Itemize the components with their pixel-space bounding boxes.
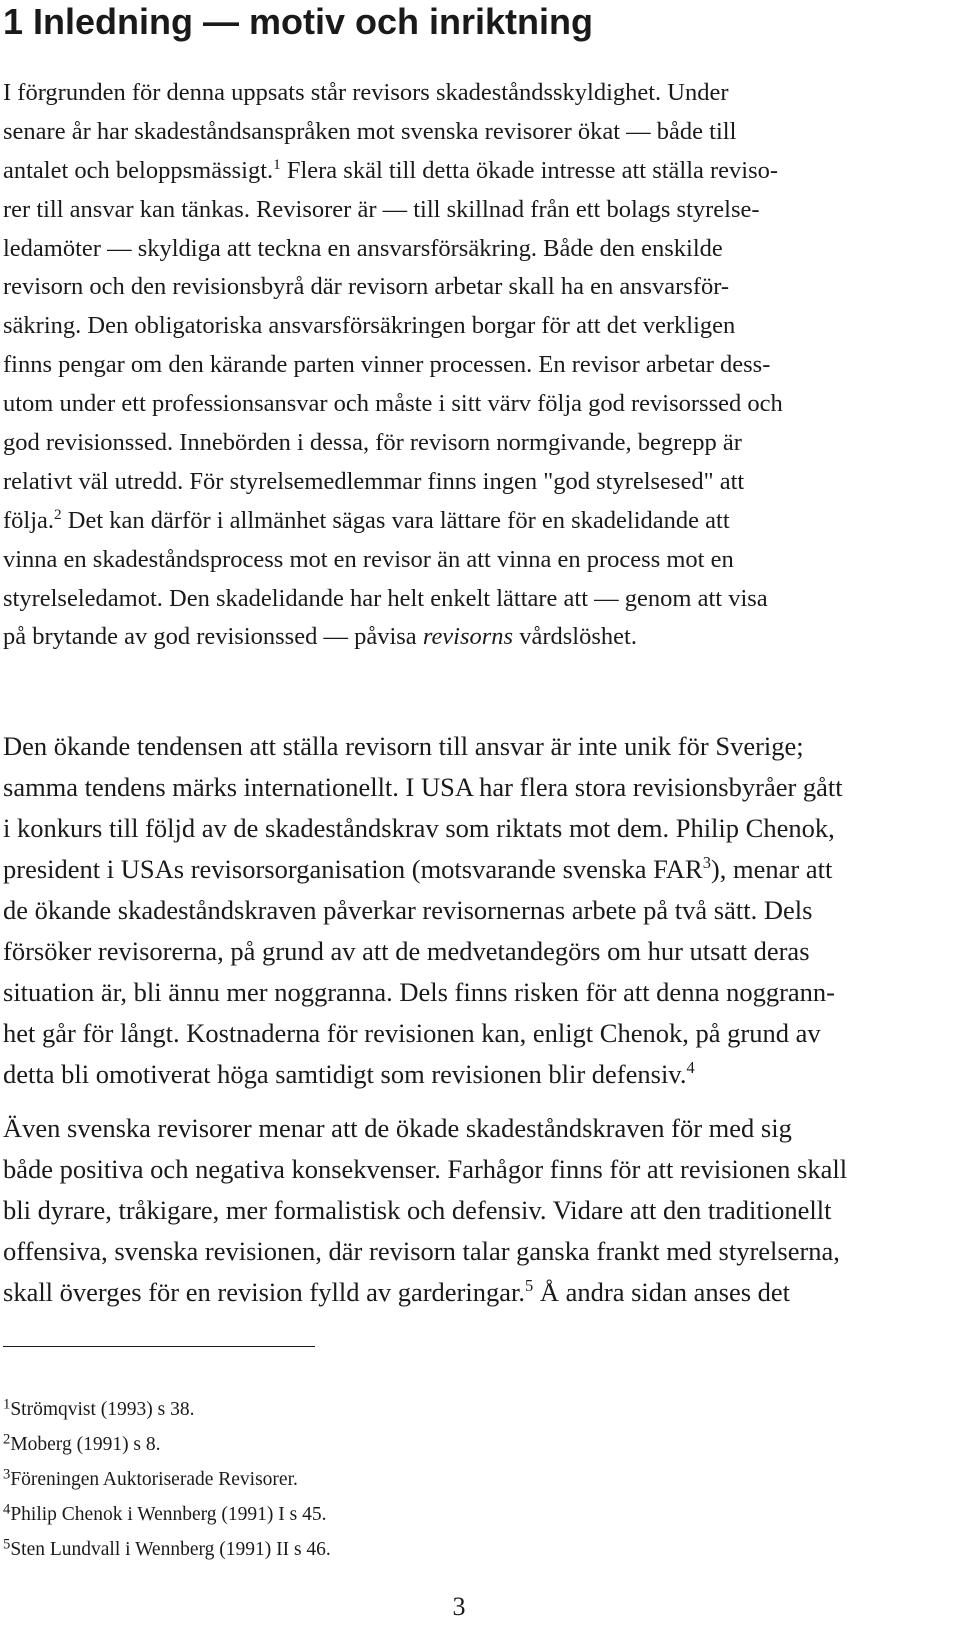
footnote-1 bbox=[3, 1392, 331, 1427]
footnote-text: Föreningen Auktoriserade Revisorer. bbox=[10, 1469, 298, 1490]
text-line bbox=[3, 808, 958, 849]
page-number: 3 bbox=[452, 1592, 466, 1621]
text-run: president i USAs revisorsorganisation (motsvarande svenska FAR bbox=[3, 854, 703, 884]
text-run: utom under ett professionsansvar och måste i sitt värv följa god revisorssed och bbox=[3, 390, 783, 418]
text-run: skall överges för en revision fylld av garderingar. bbox=[3, 1277, 525, 1307]
footnote-reference: 2 bbox=[54, 505, 62, 523]
footnote-number: 3 bbox=[3, 1466, 11, 1483]
footnote-reference: 5 bbox=[525, 1276, 534, 1296]
text-run: het går för långt. Kostnaderna för revisionen kan, enligt Chenok, på grund av bbox=[3, 1018, 821, 1048]
footnote-text: Philip Chenok i Wennberg (1991) I s 45. bbox=[10, 1504, 327, 1525]
text-line bbox=[3, 1054, 958, 1095]
text-line bbox=[3, 307, 958, 346]
text-run: revisorn och den revisionsbyrå där revisorn arbetar skall ha en ansvarsför- bbox=[3, 273, 730, 301]
text-line bbox=[3, 268, 958, 307]
text-line bbox=[3, 931, 958, 972]
paragraph-1 bbox=[3, 74, 958, 657]
text-run: styrelseledamot. Den skadelidande har helt enkelt lättare att — genom att visa bbox=[3, 584, 768, 612]
text-run: ledamöter — skyldiga att teckna en ansvarsförsäkring. Både den enskilde bbox=[3, 234, 723, 262]
text-run: i konkurs till följd av de skadeståndskrav som riktats mot dem. Philip Chenok, bbox=[3, 813, 835, 843]
text-run: följa. bbox=[3, 506, 55, 534]
footnote-reference: 1 bbox=[273, 155, 281, 173]
footnote-reference: 4 bbox=[686, 1058, 695, 1078]
text-run: antalet och beloppsmässigt. bbox=[3, 156, 274, 184]
text-run: bli dyrare, tråkigare, mer formalistisk och defensiv. Vidare att den traditionellt bbox=[3, 1195, 832, 1225]
footnote-separator bbox=[3, 1346, 315, 1347]
text-run: situation är, bli ännu mer noggranna. Dels finns risken för att denna noggrann- bbox=[3, 977, 835, 1007]
footnote-number: 1 bbox=[3, 1396, 11, 1413]
footnote-number: 4 bbox=[3, 1501, 11, 1518]
text-line bbox=[3, 541, 958, 580]
paragraph-3 bbox=[3, 1108, 958, 1313]
text-line bbox=[3, 346, 958, 385]
footnotes bbox=[3, 1392, 331, 1567]
text-run: relativt väl utredd. För styrelsemedlemmar finns ingen "god styrelsesed" att bbox=[3, 467, 745, 495]
footnote-text: Moberg (1991) s 8. bbox=[10, 1434, 161, 1455]
text-line bbox=[3, 972, 958, 1013]
text-run: finns pengar om den kärande parten vinner processen. En revisor arbetar dess- bbox=[3, 351, 771, 379]
text-line bbox=[3, 1190, 958, 1231]
text-run: detta bli omotiverat höga samtidigt som revisionen blir defensiv. bbox=[3, 1059, 687, 1089]
text-run: Flera skäl till detta ökade intresse att ställa reviso- bbox=[280, 156, 779, 184]
text-run: de ökande skadeståndskraven påverkar revisornernas arbete på två sätt. Dels bbox=[3, 895, 813, 925]
text-run: ), menar att bbox=[710, 854, 833, 884]
text-line bbox=[3, 1013, 958, 1054]
text-line bbox=[3, 191, 958, 230]
footnote-4 bbox=[3, 1497, 331, 1532]
text-line bbox=[3, 74, 958, 113]
text-line bbox=[3, 1272, 958, 1313]
text-run: god revisionssed. Innebörden i dessa, för revisorn normgivande, begrepp är bbox=[3, 429, 742, 457]
footnote-number: 5 bbox=[3, 1536, 11, 1553]
text-run: på brytande av god revisionssed — påvisa bbox=[3, 623, 423, 651]
text-line bbox=[3, 890, 958, 931]
text-run: vinna en skadeståndsprocess mot en revisor än att vinna en process mot en bbox=[3, 545, 734, 573]
text-line bbox=[3, 463, 958, 502]
emphasized-text: revisorns bbox=[422, 623, 514, 651]
text-line bbox=[3, 1149, 958, 1190]
text-run: försöker revisorerna, på grund av att de medvetandegörs om hur utsatt deras bbox=[3, 936, 810, 966]
text-line bbox=[3, 502, 958, 541]
text-line bbox=[3, 1231, 958, 1272]
text-line bbox=[3, 424, 958, 463]
text-line bbox=[3, 580, 958, 619]
footnote-reference: 3 bbox=[702, 853, 711, 873]
text-line bbox=[3, 113, 958, 152]
text-run: både positiva och negativa konsekvenser. Farhågor finns för att revisionen skall bbox=[3, 1154, 848, 1184]
text-run: I förgrunden för denna uppsats står revisors skadeståndsskyldighet. Under bbox=[3, 79, 729, 106]
text-line bbox=[3, 152, 958, 191]
text-run: Även svenska revisorer menar att de ökade skadeståndskraven för med sig bbox=[3, 1113, 792, 1143]
text-run: Å andra sidan anses det bbox=[533, 1277, 791, 1307]
text-line bbox=[3, 230, 958, 269]
footnote-number: 2 bbox=[3, 1431, 11, 1448]
text-run: säkring. Den obligatoriska ansvarsförsäkringen borgar för att det verkligen bbox=[3, 312, 736, 340]
chapter-heading: 1 Inledning — motiv och inriktning bbox=[3, 1, 594, 42]
text-run: samma tendens märks internationellt. I USA har flera stora revisionsbyråer gått bbox=[3, 772, 843, 802]
footnote-3 bbox=[3, 1462, 331, 1497]
paragraph-2 bbox=[3, 726, 958, 1095]
text-line bbox=[3, 849, 958, 890]
text-line bbox=[3, 1108, 958, 1149]
text-run: Den ökande tendensen att ställa revisorn till ansvar är inte unik för Sverige; bbox=[3, 731, 804, 761]
text-line bbox=[3, 767, 958, 808]
text-line bbox=[3, 726, 958, 767]
footnote-5 bbox=[3, 1532, 331, 1567]
text-line bbox=[3, 618, 958, 657]
text-run: rer till ansvar kan tänkas. Revisorer är — till skillnad från ett bolags styrelse- bbox=[3, 195, 760, 223]
text-run: Det kan därför i allmänhet sägas vara lättare för en skadelidande att bbox=[61, 506, 730, 534]
text-line bbox=[3, 385, 958, 424]
footnote-text: Sten Lundvall i Wennberg (1991) II s 46. bbox=[10, 1539, 331, 1560]
footnote-text: Strömqvist (1993) s 38. bbox=[10, 1399, 195, 1420]
text-run: offensiva, svenska revisionen, där revisorn talar ganska frankt med styrelserna, bbox=[3, 1236, 840, 1266]
text-run: vårdslöshet. bbox=[513, 623, 637, 651]
footnote-2 bbox=[3, 1427, 331, 1462]
text-run: senare år har skadeståndsanspråken mot svenska revisorer ökat — både till bbox=[3, 117, 737, 145]
